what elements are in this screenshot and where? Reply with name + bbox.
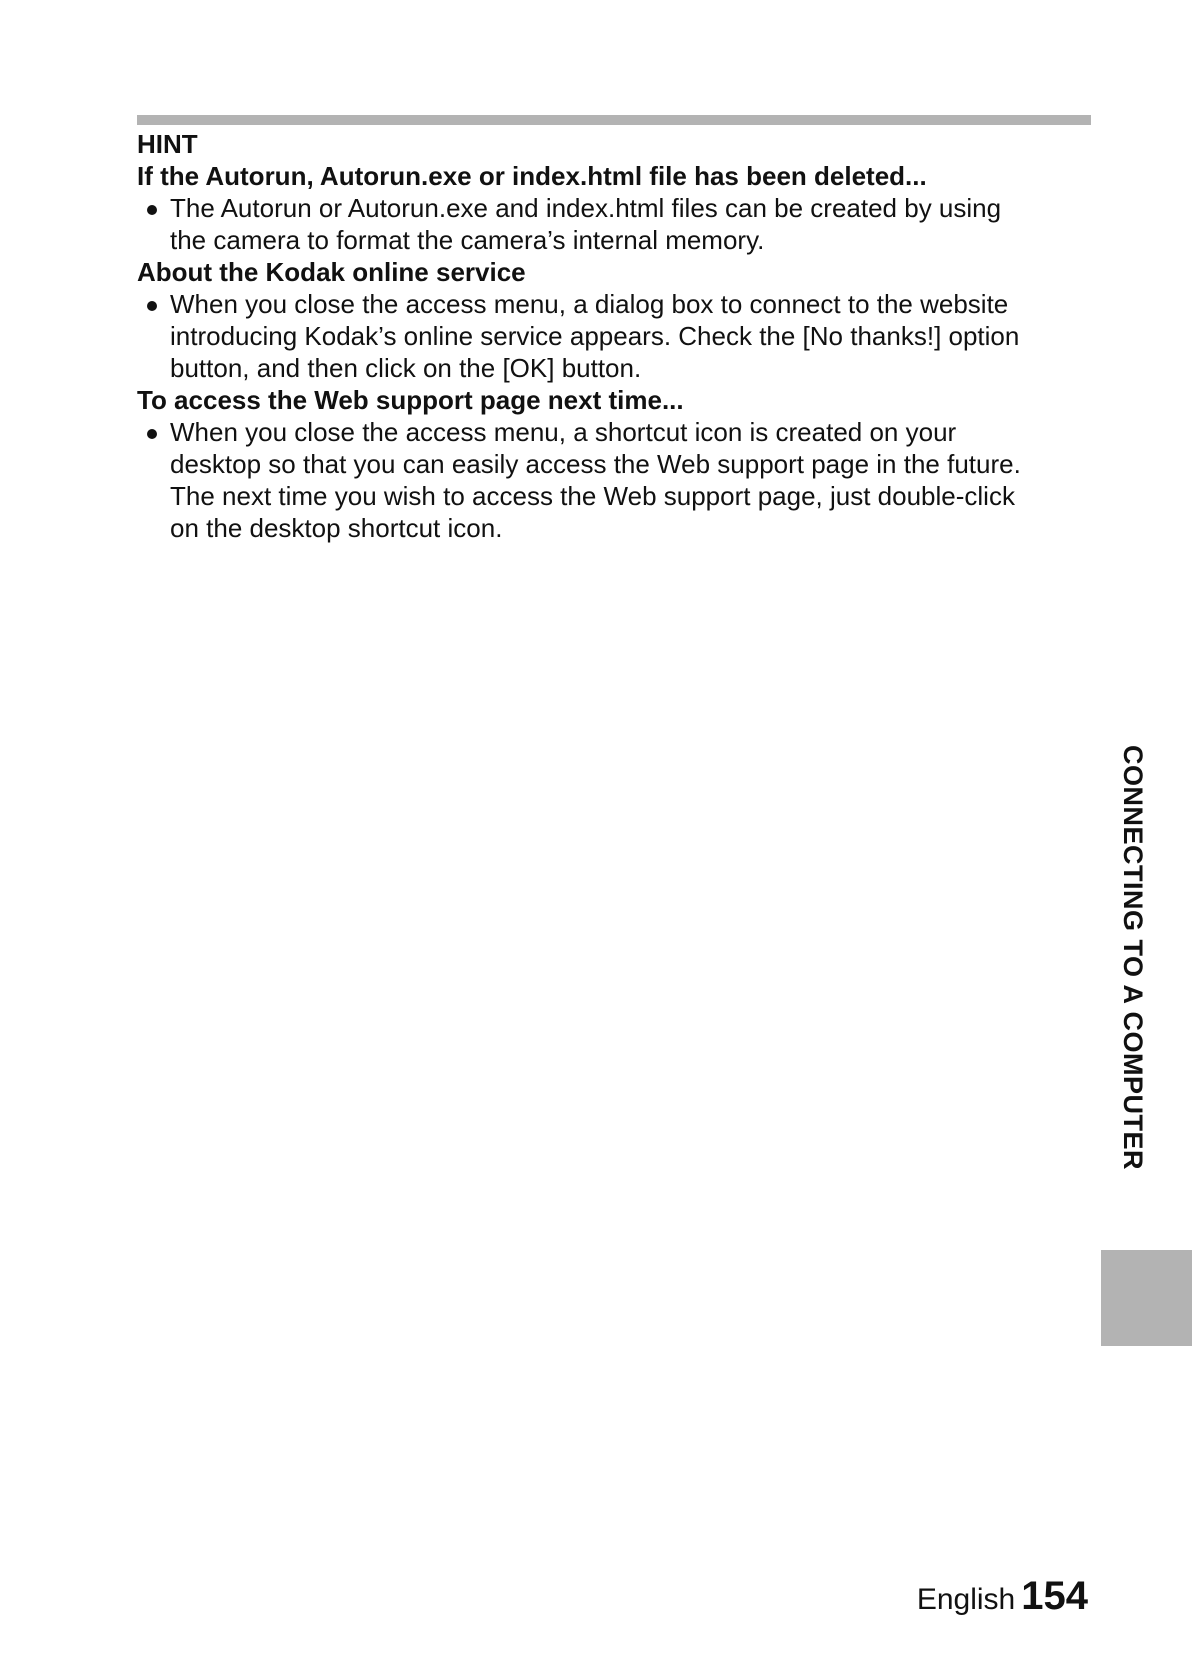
top-rule xyxy=(137,115,1091,125)
section-heading-autorun: If the Autorun, Autorun.exe or index.html file has been deleted... xyxy=(137,161,927,191)
bullet-line: on the desktop shortcut icon. xyxy=(170,513,503,543)
bullet-item xyxy=(137,288,1097,384)
bullet-line: When you close the access menu, a dialog box to connect to the website xyxy=(170,289,1009,319)
bullet-line: desktop so that you can easily access the Web support page in the future. xyxy=(170,449,1021,479)
bullet-line: introducing Kodak’s online service appears. Check the [No thanks!] option xyxy=(170,321,1020,351)
footer-language: English xyxy=(916,1583,1016,1616)
side-tab-label xyxy=(1110,745,1150,1245)
side-tab-marker xyxy=(1101,1250,1192,1346)
bullet-line: The next time you wish to access the Web support page, just double-click xyxy=(170,481,1015,511)
bullet-dot-icon xyxy=(147,429,157,439)
bullet-line: The Autorun or Autorun.exe and index.html files can be created by using xyxy=(170,193,1002,223)
bullet-item xyxy=(137,192,1097,256)
page-footer xyxy=(917,1574,1088,1619)
hint-content xyxy=(137,128,1097,544)
bullet-dot-icon xyxy=(147,205,157,215)
bullet-item xyxy=(137,416,1097,544)
bullet-dot-icon xyxy=(147,301,157,311)
bullet-line: When you close the access menu, a shortcut icon is created on your xyxy=(170,417,957,447)
side-tab-text: CONNECTING TO A COMPUTER xyxy=(1118,745,1148,1171)
bullet-line: button, and then click on the [OK] button. xyxy=(170,353,642,383)
bullet-line: the camera to format the camera’s internal memory. xyxy=(170,225,765,255)
section-heading-web-support: To access the Web support page next time... xyxy=(137,385,684,415)
hint-label: HINT xyxy=(137,129,198,159)
page-number: 154 xyxy=(1021,1574,1088,1618)
section-heading-kodak: About the Kodak online service xyxy=(137,257,526,287)
